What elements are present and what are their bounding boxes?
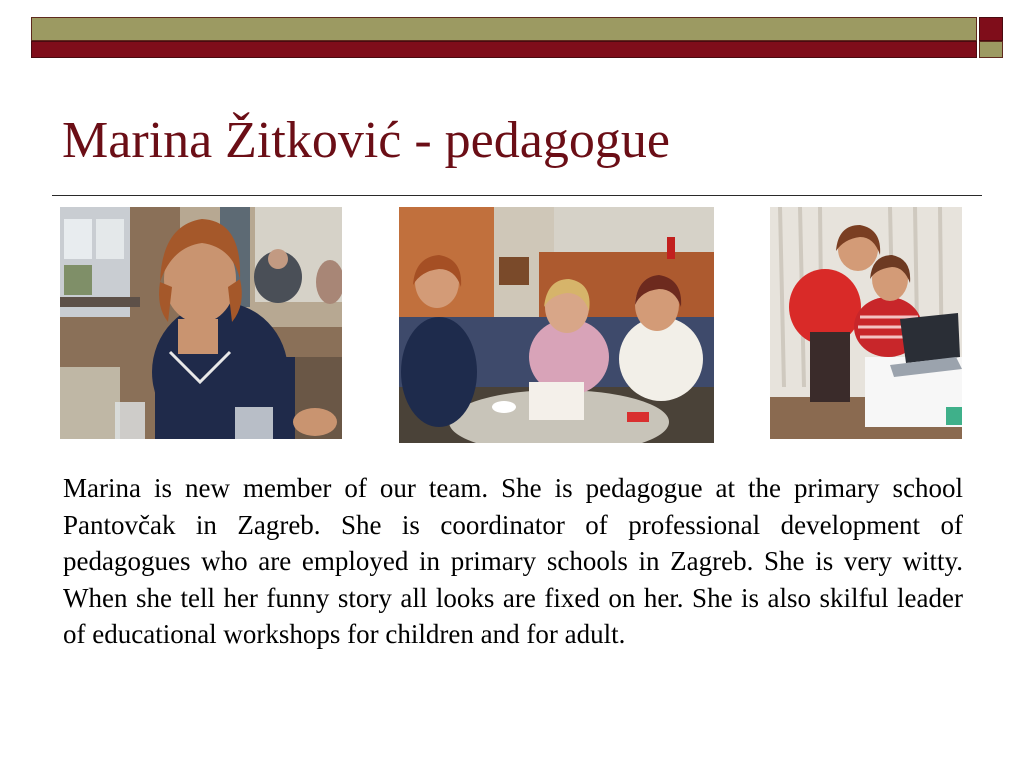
- slide-body-text: Marina is new member of our team. She is pedagogue at the primary school Pantovčak in Zagreb. She is coordinator of professional development of pedagogues who are employed in primary schools in Zagreb. She is very witty. When she tell her funny story all looks are fixed on her. She is also skilful leader of educational workshops for children and for adult.: [63, 473, 963, 650]
- slide-title: Marina Žitković - pedagogue: [62, 112, 670, 169]
- photo-marina-cafe: [60, 207, 342, 439]
- header-bar-olive: [31, 17, 977, 41]
- title-divider: [52, 195, 982, 196]
- header-square-red: [979, 17, 1003, 41]
- photo-laptop-workshop: [770, 207, 962, 439]
- header-square-olive: [979, 41, 1003, 58]
- photo-group-table: [399, 207, 714, 443]
- header-bar-red: [31, 41, 977, 58]
